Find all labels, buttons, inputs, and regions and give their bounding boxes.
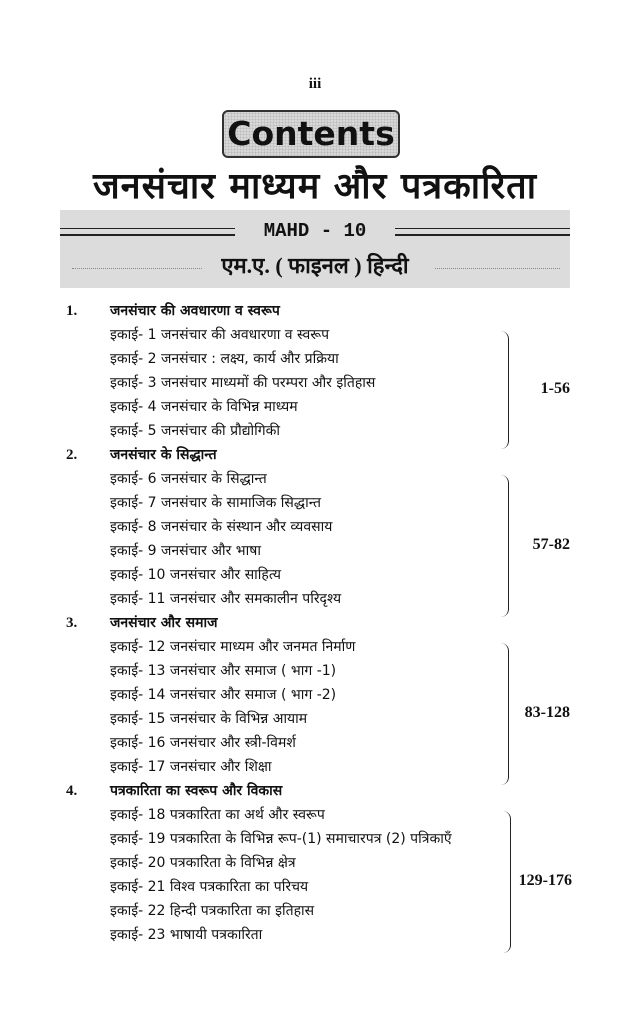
unit-item: इकाई- 7 जनसंचार के सामाजिक सिद्धान्त [110, 495, 321, 511]
unit-item: इकाई- 9 जनसंचार और भाषा [110, 543, 261, 559]
unit-item: इकाई- 11 जनसंचार और समकालीन परिदृश्य [110, 591, 342, 607]
table-of-contents [66, 299, 586, 947]
unit-item: इकाई- 6 जनसंचार के सिद्धान्त [110, 471, 267, 487]
section-number: 2. [66, 447, 78, 463]
unit-item: इकाई- 12 जनसंचार माध्यम और जनमत निर्माण [110, 639, 356, 655]
unit-item: इकाई- 5 जनसंचार की प्रौद्योगिकी [110, 423, 281, 439]
unit-item: इकाई- 23 भाषायी पत्रकारिता [110, 927, 263, 943]
section-heading [66, 611, 586, 635]
course-name: एम.ए. ( फाइनल ) हिन्दी [221, 253, 409, 278]
book-title: जनसंचार माध्यम और पत्रकारिता [92, 166, 538, 207]
page-range-brace [502, 811, 511, 953]
course-banner [60, 210, 570, 288]
page-range-brace [500, 643, 509, 785]
unit-item: इकाई- 22 हिन्दी पत्रकारिता का इतिहास [110, 903, 315, 919]
page-number: iii [308, 76, 322, 92]
course-code: MAHD - 10 [263, 220, 367, 242]
unit-item: इकाई- 4 जनसंचार के विभिन्न माध्यम [110, 399, 298, 415]
page-range: 129-176 [518, 872, 572, 889]
page-range: 1-56 [540, 380, 570, 397]
unit-item: इकाई- 2 जनसंचार : लक्ष्य, कार्य और प्रक्रिया [110, 351, 339, 367]
section-title: पत्रकारिता का स्वरूप और विकास [110, 783, 283, 799]
section-number: 4. [66, 783, 78, 799]
unit-item: इकाई- 18 पत्रकारिता का अर्थ और स्वरूप [110, 807, 325, 823]
unit-item: इकाई- 19 पत्रकारिता के विभिन्न रूप-(1) समाचारपत्र (2) पत्रिकाएँ [110, 831, 452, 847]
section-title: जनसंचार की अवधारणा व स्वरूप [110, 303, 280, 319]
unit-item: इकाई- 1 जनसंचार की अवधारणा व स्वरूप [110, 327, 330, 343]
unit-item: इकाई- 15 जनसंचार के विभिन्न आयाम [110, 711, 308, 727]
section-heading [66, 443, 586, 467]
contents-heading: Contents [222, 110, 400, 158]
page-range-brace [500, 475, 509, 617]
unit-item: इकाई- 21 विश्व पत्रकारिता का परिचय [110, 879, 309, 895]
section-number: 1. [66, 303, 78, 319]
unit-item: इकाई- 3 जनसंचार माध्यमों की परम्परा और इतिहास [110, 375, 376, 391]
unit-item: इकाई- 10 जनसंचार और साहित्य [110, 567, 282, 583]
page-range-brace [500, 331, 509, 449]
page-range: 57-82 [532, 536, 570, 553]
unit-item: इकाई- 20 पत्रकारिता के विभिन्न क्षेत्र [110, 855, 296, 871]
unit-item: इकाई- 16 जनसंचार और स्त्री-विमर्श [110, 735, 296, 751]
unit-item: इकाई- 14 जनसंचार और समाज ( भाग -2) [110, 687, 337, 703]
unit-item: इकाई- 8 जनसंचार के संस्थान और व्यवसाय [110, 519, 333, 535]
section-title: जनसंचार के सिद्धान्त [110, 447, 217, 463]
section-heading [66, 299, 586, 323]
unit-item: इकाई- 17 जनसंचार और शिक्षा [110, 759, 272, 775]
section-number: 3. [66, 615, 78, 631]
page-range: 83-128 [524, 704, 570, 721]
unit-item: इकाई- 13 जनसंचार और समाज ( भाग -1) [110, 663, 337, 679]
section-heading [66, 779, 586, 803]
section-title: जनसंचार और समाज [110, 615, 218, 631]
